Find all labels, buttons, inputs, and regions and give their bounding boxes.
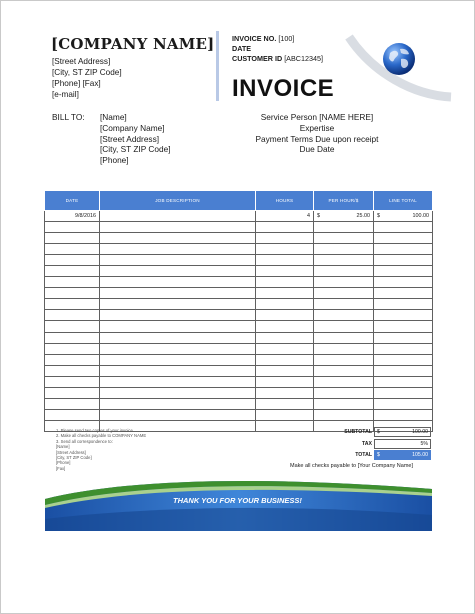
column-header-description: JOB DESCRIPTION xyxy=(100,191,256,211)
cell-date[interactable]: 9/8/2016 xyxy=(45,211,100,222)
table-row xyxy=(45,398,433,409)
cell-date[interactable] xyxy=(45,255,100,266)
cell-description[interactable] xyxy=(100,233,256,244)
column-header-hours: HOURS xyxy=(256,191,314,211)
cell-rate[interactable] xyxy=(314,332,374,343)
cell-rate[interactable] xyxy=(314,321,374,332)
invoice-title: INVOICE xyxy=(232,75,335,102)
cell-description[interactable] xyxy=(100,310,256,321)
total-label: TOTAL xyxy=(355,452,372,458)
cell-line-total[interactable] xyxy=(374,310,433,321)
table-header-row xyxy=(45,191,433,211)
table-row xyxy=(45,409,433,420)
cell-hours[interactable] xyxy=(256,332,314,343)
cell-rate[interactable] xyxy=(314,222,374,233)
customer-id-label: CUSTOMER ID xyxy=(232,54,283,63)
cell-line-total[interactable] xyxy=(374,299,433,310)
table-body xyxy=(45,211,433,432)
table-row xyxy=(45,277,433,288)
cell-hours[interactable] xyxy=(256,321,314,332)
cell-line-total[interactable] xyxy=(374,255,433,266)
cell-description[interactable] xyxy=(100,244,256,255)
cell-date[interactable] xyxy=(45,376,100,387)
table-row xyxy=(45,332,433,343)
cell-date[interactable] xyxy=(45,222,100,233)
header-divider xyxy=(216,31,219,101)
cell-description[interactable] xyxy=(100,277,256,288)
cell-rate[interactable] xyxy=(314,288,374,299)
cell-description[interactable] xyxy=(100,255,256,266)
table-row xyxy=(45,244,433,255)
cell-rate[interactable] xyxy=(314,299,374,310)
cell-rate[interactable] xyxy=(314,387,374,398)
column-header-rate: PER HOUR/$ xyxy=(314,191,374,211)
cell-description[interactable] xyxy=(100,387,256,398)
cell-line-total[interactable] xyxy=(374,233,433,244)
table-row xyxy=(45,376,433,387)
cell-description[interactable] xyxy=(100,222,256,233)
cell-date[interactable] xyxy=(45,244,100,255)
company-address-block xyxy=(52,56,122,100)
invoice-no-label: INVOICE NO. xyxy=(232,34,277,43)
note-line: 1. Please send two copies of your invoice. xyxy=(56,428,134,433)
company-city: [City, ST ZIP Code] xyxy=(52,68,122,77)
cell-date[interactable] xyxy=(45,354,100,365)
cell-description[interactable] xyxy=(100,354,256,365)
company-street: [Street Address] xyxy=(52,57,111,66)
cell-rate[interactable] xyxy=(314,255,374,266)
cell-hours[interactable] xyxy=(256,233,314,244)
cell-date[interactable] xyxy=(45,310,100,321)
cell-line-total[interactable] xyxy=(374,398,433,409)
company-phone-fax: [Phone] [Fax] xyxy=(52,79,101,88)
cell-hours[interactable] xyxy=(256,299,314,310)
table-row xyxy=(45,354,433,365)
cell-description[interactable] xyxy=(100,288,256,299)
cell-rate[interactable] xyxy=(314,409,374,420)
note-line: [Name] xyxy=(56,444,70,450)
cell-rate[interactable] xyxy=(314,244,374,255)
note-line: [Fax] xyxy=(56,465,66,471)
column-header-line-total: LINE TOTAL xyxy=(374,191,433,211)
table-row xyxy=(45,233,433,244)
total-value-box xyxy=(374,450,431,460)
note-line: [Phone] xyxy=(56,460,71,466)
total-currency: $ xyxy=(377,213,380,220)
cell-line-total[interactable] xyxy=(374,211,433,222)
cell-hours[interactable] xyxy=(256,310,314,321)
note-line: [City, ST ZIP Code] xyxy=(56,455,92,461)
cell-hours[interactable] xyxy=(256,266,314,277)
tax-label: TAX xyxy=(362,441,372,447)
invoice-no-value: [100] xyxy=(278,34,295,43)
cell-rate[interactable] xyxy=(314,354,374,365)
cell-date[interactable] xyxy=(45,343,100,354)
service-person: Service Person [NAME HERE] xyxy=(260,112,374,122)
cell-date[interactable] xyxy=(45,409,100,420)
cell-date[interactable] xyxy=(45,266,100,277)
cell-line-total[interactable] xyxy=(374,244,433,255)
table-row xyxy=(45,310,433,321)
bill-to-name: [Name] xyxy=(100,112,127,122)
cell-line-total[interactable] xyxy=(374,409,433,420)
cell-date[interactable] xyxy=(45,299,100,310)
column-header-date: DATE xyxy=(45,191,100,211)
cell-description[interactable] xyxy=(100,409,256,420)
invoice-meta xyxy=(232,34,323,64)
subtotal-currency: $ xyxy=(377,429,380,435)
cell-rate[interactable] xyxy=(314,277,374,288)
subtotal-value-box xyxy=(374,427,431,437)
cell-line-total[interactable] xyxy=(374,266,433,277)
table-row xyxy=(45,321,433,332)
total-value: 105.00 xyxy=(412,452,428,458)
cell-description[interactable] xyxy=(100,376,256,387)
thank-you-text: THANK YOU FOR YOUR BUSINESS! xyxy=(173,496,302,505)
table-row xyxy=(45,211,433,222)
line-total-value: 100.00 xyxy=(412,213,429,220)
cell-hours[interactable] xyxy=(256,398,314,409)
cell-date[interactable] xyxy=(45,233,100,244)
cell-line-total[interactable] xyxy=(374,365,433,376)
cell-hours[interactable] xyxy=(256,288,314,299)
cell-date[interactable] xyxy=(45,365,100,376)
bill-to-phone: [Phone] xyxy=(100,155,129,166)
cell-description[interactable] xyxy=(100,365,256,376)
cell-description[interactable] xyxy=(100,332,256,343)
company-email: [e-mail] xyxy=(52,90,79,99)
cell-description[interactable] xyxy=(100,266,256,277)
company-name: [COMPANY NAME] xyxy=(51,35,215,53)
cell-line-total[interactable] xyxy=(374,332,433,343)
cell-date[interactable] xyxy=(45,321,100,332)
table-row xyxy=(45,266,433,277)
cell-hours[interactable] xyxy=(256,420,314,431)
cell-hours[interactable] xyxy=(256,387,314,398)
cell-hours[interactable] xyxy=(256,409,314,420)
note-line: [Street Address] xyxy=(56,449,86,455)
cell-line-total[interactable] xyxy=(374,277,433,288)
table-row xyxy=(45,299,433,310)
rate-value: 25.00 xyxy=(356,213,370,220)
cell-line-total[interactable] xyxy=(374,387,433,398)
cell-line-total[interactable] xyxy=(374,376,433,387)
cell-date[interactable] xyxy=(45,387,100,398)
table-row xyxy=(45,255,433,266)
footer-notes xyxy=(56,428,146,471)
note-line: 3. Send all correspondence to: xyxy=(56,438,113,444)
bill-to-street: [Street Address] xyxy=(100,133,160,144)
tax-value-box xyxy=(374,439,431,449)
cell-hours[interactable] xyxy=(256,277,314,288)
cell-hours[interactable] xyxy=(256,255,314,266)
table-row xyxy=(45,343,433,354)
bill-to-block xyxy=(100,112,171,166)
cell-line-total[interactable] xyxy=(374,222,433,233)
cell-description[interactable] xyxy=(100,343,256,354)
cell-line-total[interactable] xyxy=(374,288,433,299)
cell-rate[interactable] xyxy=(314,398,374,409)
due-date: Due Date xyxy=(299,144,335,155)
cell-rate[interactable] xyxy=(314,310,374,321)
cell-description[interactable] xyxy=(100,398,256,409)
table-row xyxy=(45,288,433,299)
date-label: DATE xyxy=(232,44,252,53)
cell-rate[interactable] xyxy=(314,343,374,354)
cell-hours[interactable] xyxy=(256,343,314,354)
cell-hours[interactable] xyxy=(256,244,314,255)
subtotal-label: SUBTOTAL xyxy=(344,429,372,435)
table-row xyxy=(45,387,433,398)
cell-rate[interactable] xyxy=(314,365,374,376)
table-row xyxy=(45,365,433,376)
rate-currency: $ xyxy=(317,213,320,220)
cell-hours[interactable] xyxy=(256,365,314,376)
cell-line-total[interactable] xyxy=(374,321,433,332)
globe-icon xyxy=(381,41,417,77)
table-row xyxy=(45,222,433,233)
cell-description[interactable] xyxy=(100,321,256,332)
payment-terms: Payment Terms Due upon receipt xyxy=(255,133,379,144)
cell-line-total[interactable] xyxy=(374,343,433,354)
line-items-table xyxy=(44,190,433,432)
cell-description[interactable] xyxy=(100,211,256,222)
total-currency: $ xyxy=(377,452,380,458)
cell-line-total[interactable] xyxy=(374,354,433,365)
cell-description[interactable] xyxy=(100,299,256,310)
bill-to-label: BILL TO: xyxy=(52,112,85,122)
bill-to-company: [Company Name] xyxy=(100,122,165,133)
cell-rate[interactable] xyxy=(314,211,374,222)
cell-rate[interactable] xyxy=(314,376,374,387)
cell-rate[interactable] xyxy=(314,266,374,277)
service-block xyxy=(239,112,395,155)
cell-date[interactable] xyxy=(45,332,100,343)
service-expertise: Expertise xyxy=(299,122,335,133)
cell-hours[interactable] xyxy=(256,376,314,387)
cell-date[interactable] xyxy=(45,277,100,288)
bill-to-city: [City, ST ZIP Code] xyxy=(100,144,171,155)
tax-value: 5% xyxy=(420,441,428,447)
cell-date[interactable] xyxy=(45,288,100,299)
note-line: 2. Make all checks payable to COMPANY NAME xyxy=(56,433,147,439)
cell-hours[interactable] xyxy=(256,354,314,365)
subtotal-value: 100.00 xyxy=(412,429,428,435)
cell-date[interactable] xyxy=(45,398,100,409)
cell-hours[interactable] xyxy=(256,222,314,233)
cell-rate[interactable] xyxy=(314,233,374,244)
customer-id-value: [ABC12345] xyxy=(284,54,323,63)
cell-hours[interactable]: 4 xyxy=(256,211,314,222)
payable-note: Make all checks payable to [Your Company Name] xyxy=(290,463,413,469)
